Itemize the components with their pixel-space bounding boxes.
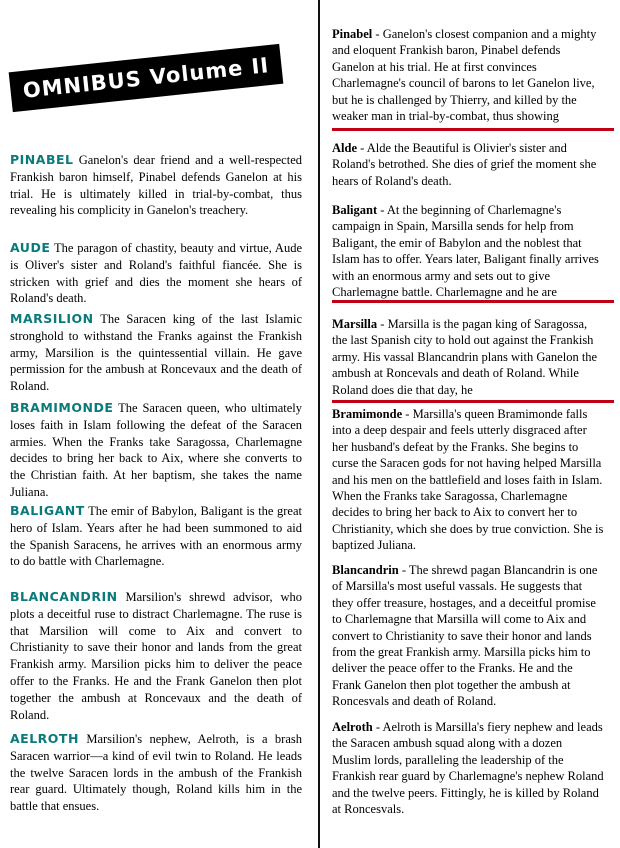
banner: [9, 44, 284, 112]
entry-name: Blancandrin: [332, 563, 399, 577]
entry-text: Marsilion's shrewd advisor, who plots a deceitful ruse to distract Charlemagne. The ruse is that Marsilion will come to Aix and convert to Christianity to save their honor and lands from the great Frankish army. Marsilion picks him to deliver the peace offer to the Franks. He and the Frank Ganelon then plot together the ambush at Roncevaux and the death of Roland.: [10, 590, 303, 722]
entry-baligant: [10, 503, 302, 570]
entry-name: AUDE: [10, 240, 51, 255]
entry-text: The paragon of chastity, beauty and virtue, Aude is Oliver's sister and Roland's faithful fiancée. She is stricken with grief and dies the moment she hears of Roland's death.: [10, 241, 302, 306]
entry-name: BRAMIMONDE: [10, 400, 114, 415]
entry-text: Aelroth is Marsilla's fiery nephew and leads the Saracen ambush squad along with a dozen Muslim lords, paralleling the leadership of the Frankish rear guard by Charlemagne's nephew Roland and the twelve peers. Fittingly, he is killed by Roland at Roncesvals.: [332, 720, 604, 817]
entry-name: Alde: [332, 141, 357, 155]
entry-text: The shrewd pagan Blancandrin is one of Marsilla's most useful vassals. He suggests that they offer treasure, hostages, and a deceitful promise to Charlemagne that Marsilla will come to Aix and convert to Christianity to save their honor and lands from the great Frankish army. Marsilla picks him to deliver the peace offer to the Franks. He and the Frank Ganelon then plot together the ambush at Roncesvals and death of Roland.: [332, 563, 598, 709]
entry-name: Aelroth: [332, 720, 373, 734]
entry-bramimonde-right: [332, 406, 604, 554]
entry-name: BLANCANDRIN: [10, 589, 118, 604]
entry-name: Baligant: [332, 203, 378, 217]
entry-text: Marsilion's nephew, Aelroth, is a brash Saracen warrior—a kind of evil twin to Roland. He leads the twelve Saracen lords in the ambush of the Frankish rear guard. Ultimately though, Roland kills him in the battle that ensues.: [10, 732, 302, 814]
entry-text: Alde the Beautiful is Olivier's sister and Roland's betrothed. She dies of grief the moment she hears of Roland's death.: [332, 141, 597, 188]
entry-aude: [10, 240, 302, 307]
entry-pinabel-right: [332, 26, 604, 124]
entry-baligant-right: [332, 202, 604, 300]
entry-text: Marsilla is the pagan king of Saragossa, the last Spanish city to hold out against the Frankish army. His vassal Blancandrin plans with Ganelon the ambush at Roncevals and death of Roland. While Roland does die that day, he: [332, 317, 598, 397]
entry-marsilion: [10, 311, 302, 395]
entry-text: Ganelon's dear friend and a well-respected Frankish baron himself, Pinabel defends Ganelon at his trial. He is ultimately killed in trial-by-combat, thus revealing his complicity in Ganelon's treachery.: [10, 153, 302, 218]
entry-dash: -: [380, 317, 385, 331]
entry-text: The emir of Babylon, Baligant is the great hero of Islam. Years after he had been summoned to aid the Spanish Saracens, he arrives with an enormous army to do battle with Charlemagne.: [10, 504, 302, 569]
entry-blancandrin-right: [332, 562, 604, 710]
entry-text: The Saracen queen, who ultimately loses faith in Islam following the defeat of the Saracen armies. When the Franks take Saragossa, Charlemagne decides to bring her back to Aix, where she converts to the Christian faith. At her baptism, she takes the name Juliana.: [10, 401, 302, 499]
entry-text: At the beginning of Charlemagne's campaign in Spain, Marsilla sends for help from Baligant, the emir of Babylon and the noblest that Islam has to offer. Years later, Baligant finally arrives with an enormous army and sets out to give Charlemagne battle. Charlemagne and he are: [332, 203, 599, 300]
entry-name: BALIGANT: [10, 503, 85, 518]
entry-blancandrin: [10, 589, 302, 723]
entry-name: Pinabel: [332, 27, 373, 41]
column-divider: [318, 0, 320, 848]
entry-dash: -: [360, 141, 365, 155]
banner-title: OMNIBUS Volume II: [21, 53, 271, 103]
entry-marsilla: [332, 316, 604, 398]
entry-name: Bramimonde: [332, 407, 403, 421]
red-divider: [332, 128, 614, 131]
entry-text: Ganelon's closest companion and a mighty and eloquent Frankish baron, Pinabel defends Ganelon at his trial. He at first convinces Charlemagne's council of barons to let Ganelon live, but he is challenged by Thierry, and killed by the weaker man in trial-by-combat, thus showing: [332, 27, 597, 124]
entry-name: MARSILION: [10, 311, 94, 326]
red-divider: [332, 400, 614, 403]
entry-text: Marsilla's queen Bramimonde falls into a deep despair and feels utterly disgraced after her husband's defeat by the Franks. She begins to curse the Saracen gods for not having helped Marsilla and his men on the battlefield and loses faith in Islam. When the Franks take Saragossa, Charlemagne decides to bring her back to Aix to convert her to Christianity, which she does by true conviction. She is baptized Juliana.: [332, 407, 604, 553]
entry-name: AELROTH: [10, 731, 79, 746]
entry-aelroth: [10, 731, 302, 815]
entry-aelroth-right: [332, 719, 604, 817]
entry-name: Marsilla: [332, 317, 378, 331]
entry-alde: [332, 140, 604, 189]
entry-dash: -: [380, 203, 385, 217]
entry-name: PINABEL: [10, 152, 74, 167]
entry-bramimonde: [10, 400, 302, 501]
entry-dash: -: [375, 27, 380, 41]
entry-text: The Saracen king of the last Islamic stronghold to withstand the Franks against the Frankish army, Marsilion is the quintessential villain. He gave permission for the ambush at Roncevaux and the death of Roland.: [10, 312, 302, 394]
entry-dash: -: [375, 720, 381, 734]
right-column: [332, 0, 612, 848]
entry-dash: -: [401, 563, 406, 577]
entry-pinabel: [10, 152, 302, 219]
entry-dash: -: [405, 407, 410, 421]
red-divider: [332, 300, 614, 303]
